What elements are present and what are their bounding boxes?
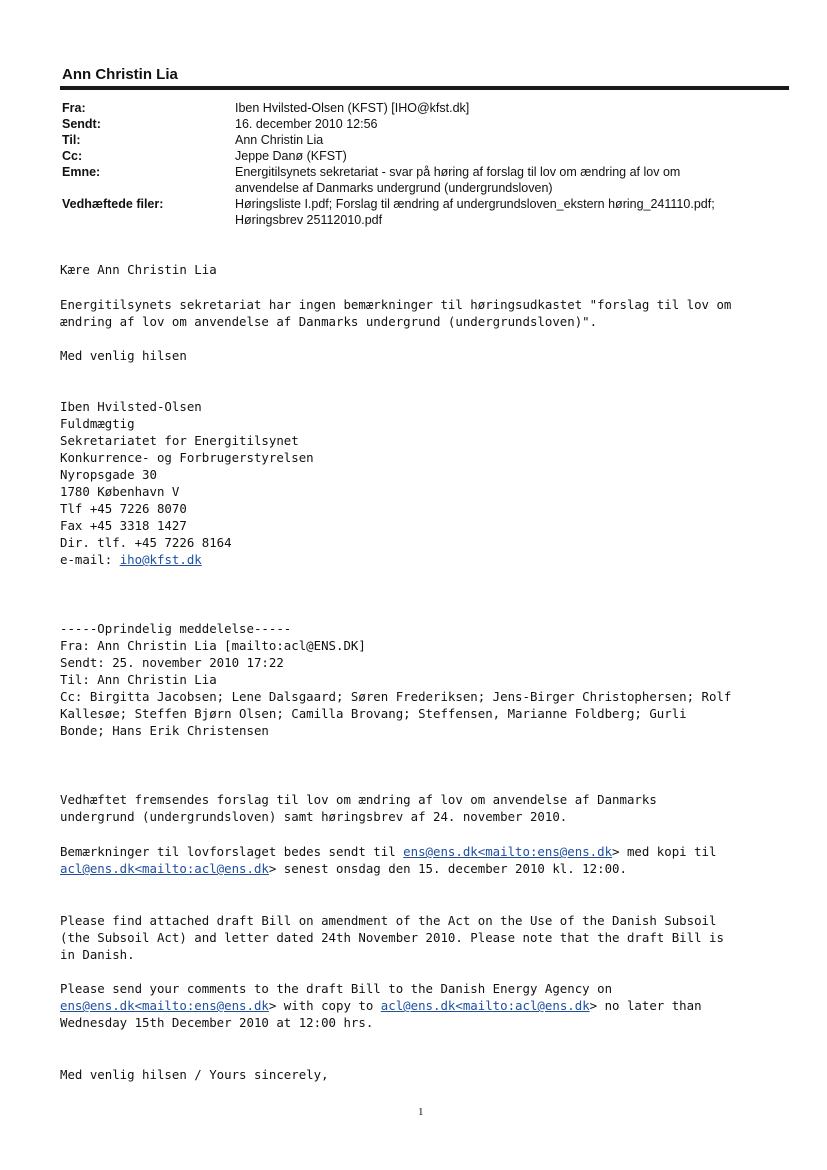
from-value: Iben Hvilsted-Olsen (KFST) [IHO@kfst.dk] xyxy=(235,101,470,115)
header-divider xyxy=(60,86,789,90)
english-body-line-6: Wednesday 15th December 2010 at 12:00 hrs. xyxy=(60,1015,374,1030)
to-value: Ann Christin Lia xyxy=(235,133,324,147)
sent-value: 16. december 2010 12:56 xyxy=(235,117,378,131)
danish-body-line-1: Vedhæftet fremsendes forslag til lov om ændring af lov om anvendelse af Danmarks xyxy=(60,792,657,807)
signature-email-link[interactable]: iho@kfst.dk xyxy=(119,552,202,567)
original-closing: Med venlig hilsen / Yours sincerely, xyxy=(60,1067,329,1082)
subject-value-line-1: Energitilsynets sekretariat - svar på høring af forslag til lov om ændring af lov om xyxy=(235,165,681,179)
cc-label: Cc: xyxy=(62,149,83,163)
signature-department: Sekretariatet for Energitilsynet xyxy=(60,433,299,448)
reply-body-line-2: ændring af lov om anvendelse af Danmarks undergrund (undergrundsloven)". xyxy=(60,314,598,329)
original-cc-line-3: Bonde; Hans Erik Christensen xyxy=(60,723,269,738)
acl-email-link[interactable]: acl@ens.dk<mailto:acl@ens.dk xyxy=(60,861,269,876)
english-body-text: > no later than xyxy=(589,998,702,1013)
danish-body-line-2: undergrund (undergrundsloven) samt høringsbrev af 24. november 2010. xyxy=(60,809,568,824)
signature-email-line xyxy=(60,551,202,568)
sent-label: Sendt: xyxy=(62,117,101,131)
ens-email-link[interactable]: ens@ens.dk<mailto:ens@ens.dk xyxy=(60,998,269,1013)
danish-body-line-3 xyxy=(60,843,716,860)
signature-city: 1780 København V xyxy=(60,484,180,499)
danish-body-text: Bemærkninger til lovforslaget bedes sendt til xyxy=(60,844,404,859)
english-body-line-3: in Danish. xyxy=(60,947,135,962)
signature-street: Nyropsgade 30 xyxy=(60,467,157,482)
attachments-label: Vedhæftede filer: xyxy=(62,197,164,211)
signature-fax: Fax +45 3318 1427 xyxy=(60,518,187,533)
original-sent: Sendt: 25. november 2010 17:22 xyxy=(60,655,284,670)
english-body-line-2: (the Subsoil Act) and letter dated 24th November 2010. Please note that the draft Bill is xyxy=(60,930,724,945)
reply-closing: Med venlig hilsen xyxy=(60,348,187,363)
subject-label: Emne: xyxy=(62,165,101,179)
english-body-line-4: Please send your comments to the draft Bill to the Danish Energy Agency on xyxy=(60,981,613,996)
cc-value: Jeppe Danø (KFST) xyxy=(235,149,347,163)
subject-value-line-2: anvendelse af Danmarks undergrund (undergrundsloven) xyxy=(235,181,553,195)
from-label: Fra: xyxy=(62,101,86,115)
signature-title: Fuldmægtig xyxy=(60,416,135,431)
signature-email-label: e-mail: xyxy=(60,552,120,567)
ens-email-link[interactable]: ens@ens.dk<mailto:ens@ens.dk xyxy=(403,844,613,859)
to-label: Til: xyxy=(62,133,81,147)
english-body-line-1: Please find attached draft Bill on amendment of the Act on the Use of the Danish Subsoil xyxy=(60,913,717,928)
original-from: Fra: Ann Christin Lia [mailto:acl@ENS.DK] xyxy=(60,638,366,653)
signature-direct-phone: Dir. tlf. +45 7226 8164 xyxy=(60,535,232,550)
page-number: 1 xyxy=(418,1106,424,1118)
attachments-value-line-2: Høringsbrev 25112010.pdf xyxy=(235,213,383,227)
mailbox-owner-name: Ann Christin Lia xyxy=(62,66,178,83)
danish-body-text: > med kopi til xyxy=(612,844,717,859)
english-body-line-5 xyxy=(60,997,702,1014)
reply-body-line-1: Energitilsynets sekretariat har ingen bemærkninger til høringsudkastet "forslag til lov om xyxy=(60,297,732,312)
original-separator: -----Oprindelig meddelelse----- xyxy=(60,621,292,636)
original-cc-line-1: Cc: Birgitta Jacobsen; Lene Dalsgaard; Søren Frederiksen; Jens-Birger Christophersen; Rolf xyxy=(60,689,732,704)
reply-greeting: Kære Ann Christin Lia xyxy=(60,262,217,277)
signature-phone: Tlf +45 7226 8070 xyxy=(60,501,187,516)
english-body-text: > with copy to xyxy=(268,998,381,1013)
signature-name: Iben Hvilsted-Olsen xyxy=(60,399,202,414)
signature-organisation: Konkurrence- og Forbrugerstyrelsen xyxy=(60,450,314,465)
danish-body-line-4 xyxy=(60,860,627,877)
original-to: Til: Ann Christin Lia xyxy=(60,672,217,687)
attachments-value-line-1: Høringsliste I.pdf; Forslag til ændring af undergrundsloven_ekstern høring_241110.pdf; xyxy=(235,197,715,211)
danish-body-text: > senest onsdag den 15. december 2010 kl. 12:00. xyxy=(268,861,627,876)
acl-email-link[interactable]: acl@ens.dk<mailto:acl@ens.dk xyxy=(380,998,590,1013)
original-cc-line-2: Kallesøe; Steffen Bjørn Olsen; Camilla Brovang; Steffensen, Marianne Foldberg; Gurli xyxy=(60,706,687,721)
